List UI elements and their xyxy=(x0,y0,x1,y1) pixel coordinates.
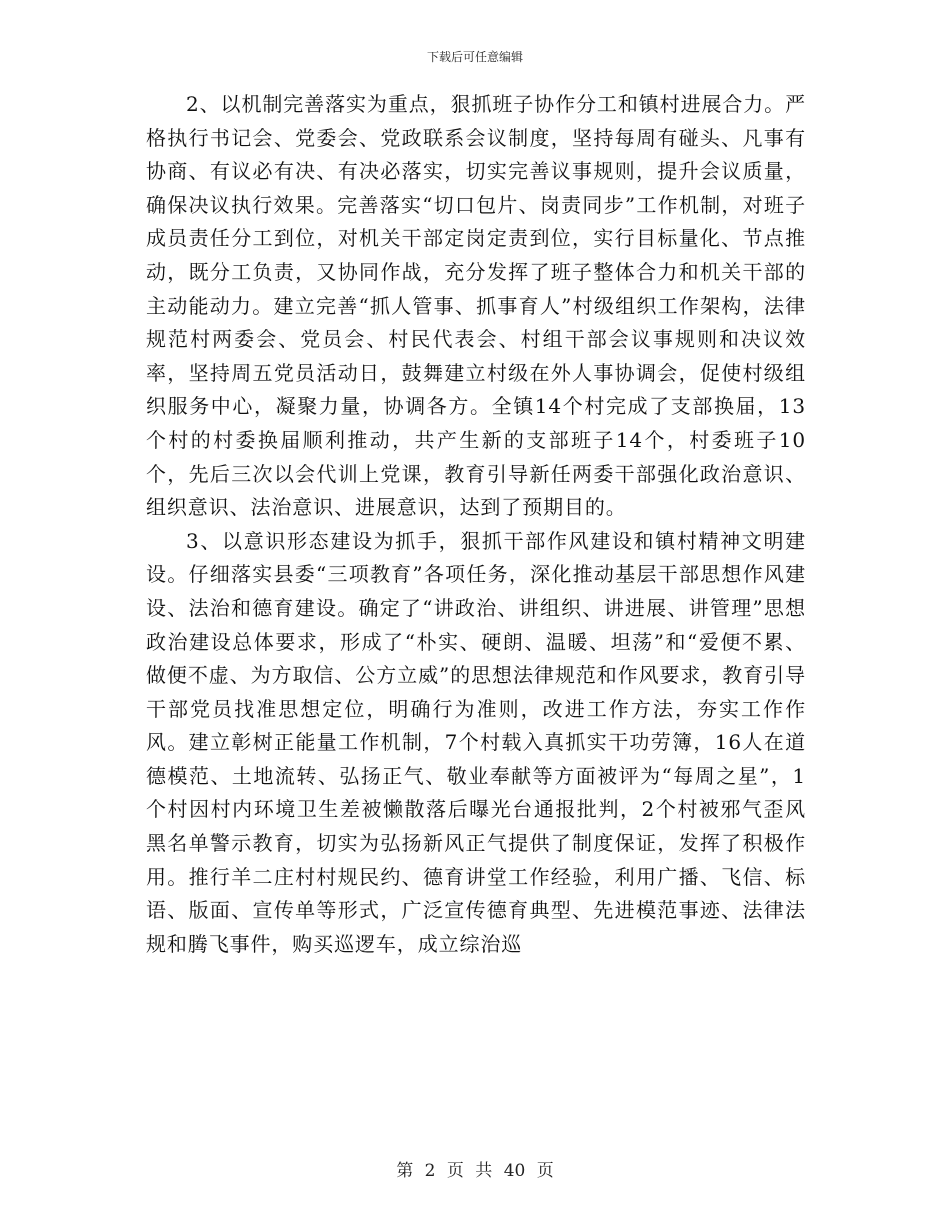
document-body xyxy=(146,88,806,961)
page-header-note: 下载后可任意编辑 xyxy=(426,50,523,64)
paragraph-mechanism: 2、以机制完善落实为重点，狠抓班子协作分工和镇村进展合力。严格执行书记会、党委会、党政联系会议制度，坚持每周有碰头、凡事有协商、有议必有决、有决必落实，切实完善议事规则，提升会议质量，确保决议执行效果。完善落实“切口包片、岗责同步”工作机制，对班子成员责任分工到位，对机关干部定岗定责到位，实行目标量化、节点推动，既分工负责，又协同作战，充分发挥了班子整体合力和机关干部的主动能动力。建立完善“抓人管事、抓事育人”村级组织工作架构，法律规范村两委会、党员会、村民代表会、村组干部会议事规则和决议效率，坚持周五党员活动日，鼓舞建立村级在外人事协调会，促使村级组织服务中心，凝聚力量，协调各方。全镇14个村完成了支部换届，13个村的村委换届顺利推动，共产生新的支部班子14个，村委班子10个，先后三次以会代训上党课，教育引导新任两委干部强化政治意识、组织意识、法治意识、进展意识，达到了预期目的。 xyxy=(146,92,806,520)
page-number-footer: 第 2 页 共 40 页 xyxy=(396,1161,554,1181)
paragraph-ideology: 3、以意识形态建设为抓手，狠抓干部作风建设和镇村精神文明建设。仔细落实县委“三项教育”各项任务，深化推动基层干部思想作风建设、法治和德育建设。确定了“讲政治、讲组织、讲进展、讲管理”思想政治建设总体要求，形成了“朴实、硬朗、温暖、坦荡”和“爱便不累、做便不虚、为方取信、公方立威”的思想法律规范和作风要求，教育引导干部党员找准思想定位，明确行为准则，改进工作方法，夯实工作作风。建立彰树正能量工作机制，7个村载入真抓实干功劳簿，16人在道德模范、土地流转、弘扬正气、敬业奉献等方面被评为“每周之星”，1个村因村内环境卫生差被懒散落后曝光台通报批判，2个村被邪气歪风黑名单警示教育，切实为弘扬新风正气提供了制度保证，发挥了积极作用。推行羊二庄村村规民约、德育讲堂工作经验，利用广播、飞信、标语、版面、宣传单等形式，广泛宣传德育典型、先进模范事迹、法律法规和腾飞事件，购买巡逻车，成立综治巡 xyxy=(146,528,806,956)
